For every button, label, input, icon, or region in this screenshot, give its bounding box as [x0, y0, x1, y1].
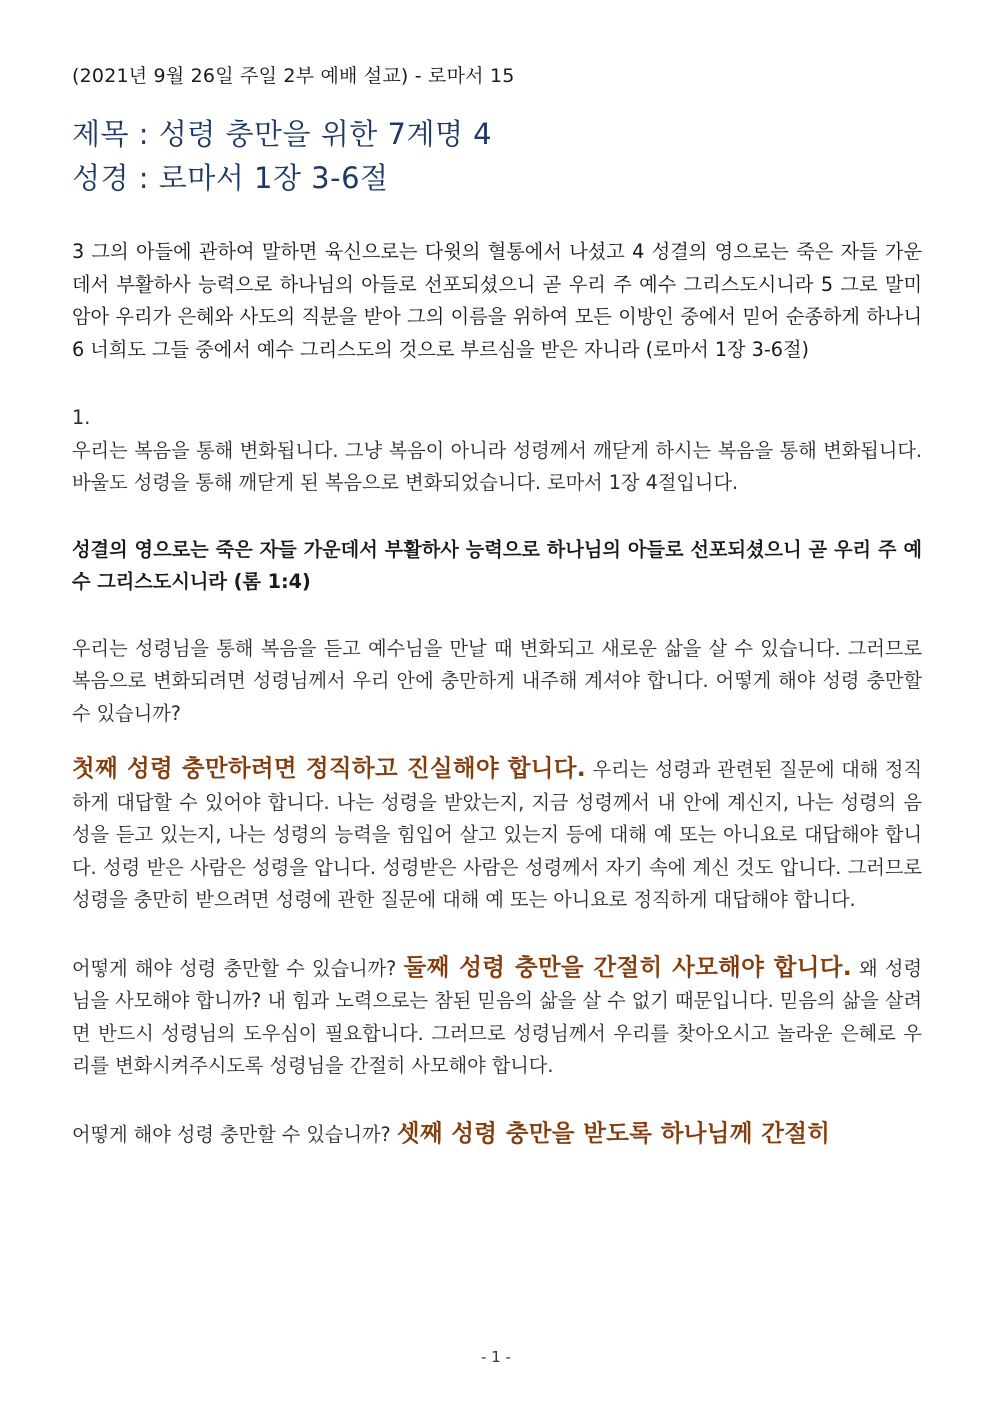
point-3-emphasis: 셋째 성령 충만을 받도록 하나님께 간절히 — [396, 1118, 831, 1147]
document-page — [72, 62, 922, 1151]
point-3-paragraph — [72, 1117, 922, 1152]
point-2-paragraph — [72, 951, 922, 1083]
section-intro: 우리는 복음을 통해 변화됩니다. 그냥 복음이 아니라 성령께서 깨닫게 하시는 복음을 통해 변화됩니다. 바울도 성령을 통해 깨닫게 된 복음으로 변화되었습니다. 로마서 1장 4절입니다. — [72, 438, 922, 494]
point-2-emphasis: 둘째 성령 충만을 간절히 사모해야 합니다. — [403, 952, 852, 981]
section-body: 우리는 성령님을 통해 복음을 듣고 예수님을 만날 때 변화되고 새로운 삶을 살 수 있습니다. 그러므로 복음으로 변화되려면 성령님께서 우리 안에 충만하게 내주해 계셔야 합니다. 어떻게 해야 성령 충만할 수 있습니까? — [72, 636, 922, 725]
sermon-title: 제목 : 성령 충만을 위한 7계명 4 — [72, 117, 493, 151]
sermon-header: (2021년 9월 26일 주일 2부 예배 설교) - 로마서 15 — [72, 65, 515, 87]
point-2-body: 왜 성령님을 사모해야 합니까? 내 힘과 노력으로는 참된 믿음의 삶을 살 수 없기 때문입니다. 믿음의 삶을 살려면 반드시 성령님의 도우심이 필요합니다. 그러므로 성령님께서 우리를 찾아오시고 놀라운 은혜로 우리를 변화시켜주시도록 성령님을 간절히 사모해야 합니다. — [72, 956, 922, 1077]
title-block — [72, 112, 922, 200]
point-1-paragraph — [72, 752, 922, 917]
page-number: - 1 - — [481, 1348, 511, 1366]
point-2-lead: 어떻게 해야 성령 충만할 수 있습니까? — [72, 956, 404, 980]
scripture-passage: 3 그의 아들에 관하여 말하면 육신으로는 다윗의 혈통에서 나셨고 4 성결의 영으로는 죽은 자들 가운데서 부활하사 능력으로 하나님의 아들로 선포되셨으니 곧 우리 주 예수 그리스도시니라 5 그로 말미암아 우리가 은혜와 사도의 직분을 받아 그의 이름을 위하여 모든 이방인 중에서 믿어 순종하게 하나니 6 너희도 그들 중에서 예수 그리스도의 것으로 부르심을 받은 자니라 (로마서 1장 3-6절) — [72, 240, 922, 361]
point-1-emphasis: 첫째 성령 충만하려면 정직하고 진실해야 합니다. — [72, 754, 587, 782]
section-number: 1. — [72, 406, 91, 429]
scripture-quote: 성결의 영으로는 죽은 자들 가운데서 부활하사 능력으로 하나님의 아들로 선포되셨으니 곧 우리 주 예수 그리스도시니라 (롬 1:4) — [72, 537, 922, 593]
sermon-scripture-reference: 성경 : 로마서 1장 3-6절 — [72, 161, 389, 195]
point-1-body: 우리는 성령과 관련된 질문에 대해 정직하게 대답할 수 있어야 합니다. 나는 성령을 받았는지, 지금 성령께서 내 안에 계신지, 나는 성령의 음성을 듣고 있는지, 나는 성령의 능력을 힘입어 살고 있는지 등에 대해 예 또는 아니요로 대답해야 합니다. 성령 받은 사람은 성령을 압니다. 성령받은 사람은 성령께서 자기 속에 계신 것도 압니다. 그러므로 성령을 충만히 받으려면 성령에 관한 질문에 대해 예 또는 아니요로 정직하게 대답해야 합니다. — [72, 758, 923, 911]
point-3-lead: 어떻게 해야 성령 충만할 수 있습니까? — [72, 1122, 397, 1146]
